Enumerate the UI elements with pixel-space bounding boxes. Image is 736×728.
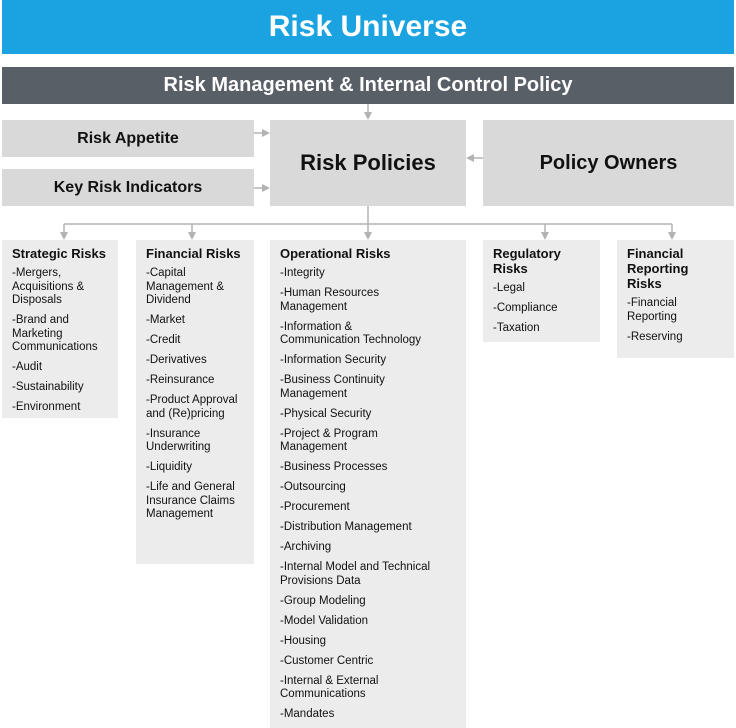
list-item: -Internal Model and Technical Provisions Data <box>280 561 431 587</box>
list-item: -Audit <box>12 361 43 373</box>
list-item: -Compliance <box>493 302 558 314</box>
column-items <box>280 267 458 722</box>
list-item: -Business Processes <box>280 461 388 473</box>
list-item: -Internal & External Communications <box>280 674 379 700</box>
risk-appetite-box: Risk Appetite <box>2 120 254 157</box>
list-item: -Distribution Management <box>280 521 412 533</box>
list-item: -Integrity <box>280 267 325 279</box>
list-item: -Physical Security <box>280 407 372 420</box>
regulatory-risks-column <box>483 240 600 342</box>
list-item: -Archiving <box>280 541 332 553</box>
financial-reporting-risks-column <box>617 240 734 358</box>
list-item: -Mergers, Acquisitions & Disposals <box>12 267 85 306</box>
list-item: -Derivatives <box>146 354 207 366</box>
list-item: -Customer Centric <box>280 654 374 667</box>
column-title: Financial Risks <box>146 246 241 261</box>
list-item: -Information & Communication Technology <box>280 320 422 346</box>
list-item: -Product Approval and (Re)pricing <box>146 394 238 420</box>
list-item: -Business Continuity Management <box>280 374 385 400</box>
list-item: -Project & Program Management <box>280 427 378 453</box>
list-item: -Environment <box>12 401 81 413</box>
list-item: -Insurance Underwriting <box>146 427 211 453</box>
list-item: -Legal <box>493 282 525 294</box>
policy-owners-box: Policy Owners <box>483 120 734 206</box>
column-items <box>493 282 592 336</box>
list-item: -Financial Reporting <box>627 297 677 323</box>
column-title: Financial Reporting Risks <box>627 246 689 291</box>
page-title: Risk Universe <box>2 0 734 54</box>
list-item: -Outsourcing <box>280 481 346 493</box>
column-items <box>627 297 726 344</box>
strategic-risks-column <box>2 240 118 418</box>
policy-bar: Risk Management & Internal Control Policy <box>2 67 734 104</box>
list-item: -Market <box>146 314 185 326</box>
operational-risks-column <box>270 240 466 728</box>
column-items <box>146 267 246 522</box>
column-items <box>12 267 110 415</box>
list-item: -Reinsurance <box>146 374 215 386</box>
list-item: -Brand and Marketing Communications <box>12 314 98 353</box>
column-title: Operational Risks <box>280 246 391 261</box>
financial-risks-column <box>136 240 254 564</box>
list-item: -Procurement <box>280 501 350 513</box>
list-item: -Capital Management & Dividend <box>146 267 224 306</box>
list-item: -Human Resources Management <box>280 287 380 313</box>
list-item: -Reserving <box>627 330 683 343</box>
list-item: -Model Validation <box>280 614 369 627</box>
key-risk-indicators-box: Key Risk Indicators <box>2 169 254 206</box>
list-item: -Sustainability <box>12 381 84 393</box>
list-item: -Credit <box>146 334 181 346</box>
list-item: -Information Security <box>280 354 387 366</box>
list-item: -Mandates <box>280 708 335 720</box>
list-item: -Liquidity <box>146 461 193 473</box>
risk-policies-box: Risk Policies <box>270 120 466 206</box>
list-item: -Group Modeling <box>280 594 366 607</box>
column-title: Regulatory Risks <box>493 246 561 276</box>
list-item: -Taxation <box>493 322 540 334</box>
column-title: Strategic Risks <box>12 246 106 261</box>
list-item: -Life and General Insurance Claims Management <box>146 481 235 520</box>
list-item: -Housing <box>280 634 327 647</box>
